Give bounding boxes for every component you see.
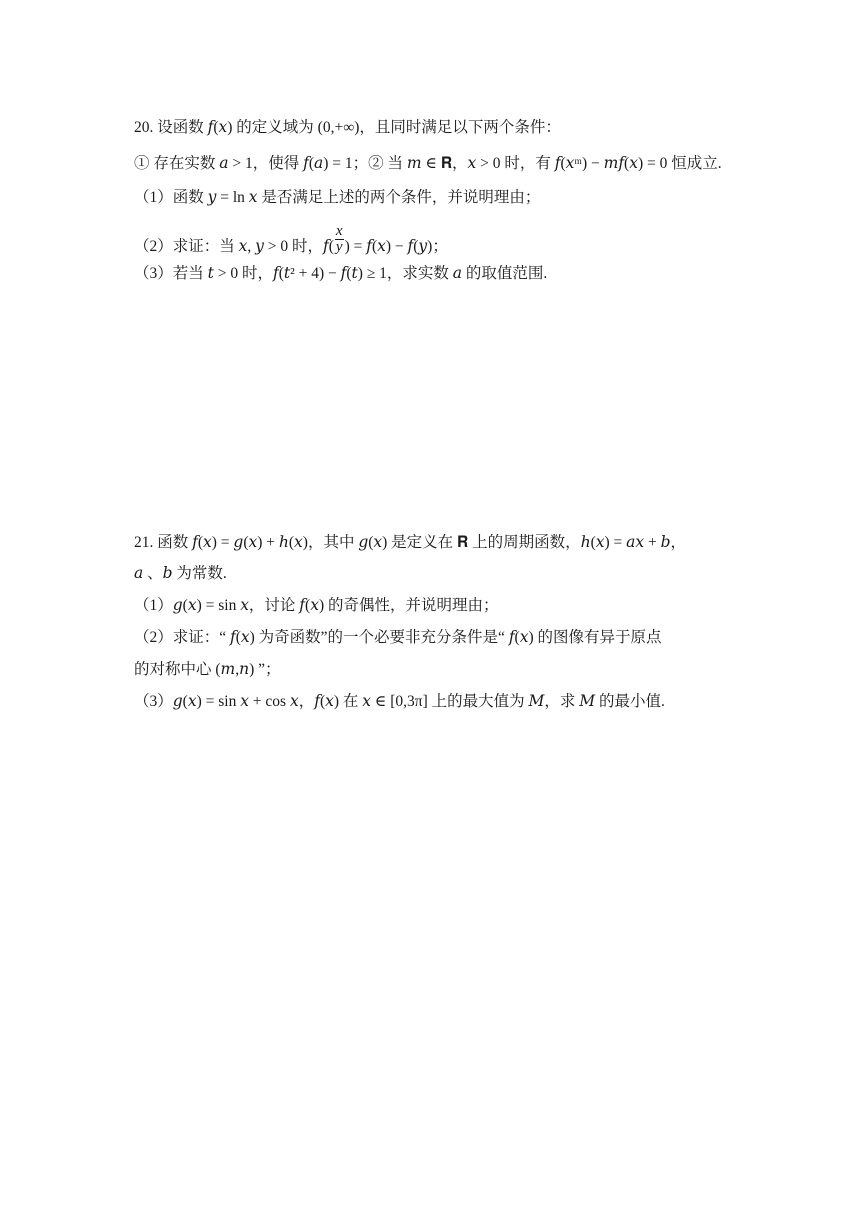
q21-heading-cont: 𝑎 、𝑏 为常数.: [134, 565, 227, 582]
q21-part-2-cont: 的对称中心 (𝑚,𝑛) ”；: [134, 661, 281, 678]
q21-part-1: （1）𝑔(𝑥) = sin 𝑥，讨论 𝑓(𝑥) 的奇偶性，并说明理由；: [134, 597, 499, 614]
q20-part-3: （3）若当 𝑡 > 0 时，𝑓(𝑡² + 4) − 𝑓(𝑡) ≥ 1，求实数 𝑎 的取值范围.: [134, 265, 548, 282]
q20-heading: 20. 设函数 𝑓(𝑥) 的定义域为 (0,+∞)，且同时满足以下两个条件：: [134, 119, 561, 136]
q21-heading: 21. 函数 𝑓(𝑥) = 𝑔(𝑥) + ℎ(𝑥)，其中 𝑔(𝑥) 是定义在 𝐑 上的周期函数，ℎ(𝑥) = 𝑎𝑥 + 𝑏，: [134, 534, 687, 551]
q20-conditions: ① 存在实数 𝑎 > 1，使得 𝑓(𝑎) = 1；② 当 𝑚 ∈ 𝐑，𝑥 > 0 时，有 𝑓(𝑥ᵐ) − 𝑚𝑓(𝑥) = 0 恒成立.: [134, 155, 722, 172]
q20-part-2: （2）求证：当 𝑥, 𝑦 > 0 时，𝑓( $\frac{x}{y}$ ) = 𝑓(𝑥) − 𝑓(𝑦)；: [134, 223, 448, 255]
q21-part-3: （3）𝑔(𝑥) = sin 𝑥 + cos 𝑥，𝑓(𝑥) 在 𝑥 ∈ [0,3π] 上的最大值为 𝑀，求 𝑀 的最小值.: [134, 693, 665, 710]
fraction-x-over-y: $\frac{x}{y}$: [335, 223, 343, 255]
q20-part-1: （1）函数 𝑦 = ln 𝑥 是否满足上述的两个条件，并说明理由；: [134, 189, 541, 206]
q21-part-2: （2）求证：“ 𝑓(𝑥) 为奇函数”的一个必要非充分条件是“ 𝑓(𝑥) 的图像有异于原点: [134, 629, 662, 646]
